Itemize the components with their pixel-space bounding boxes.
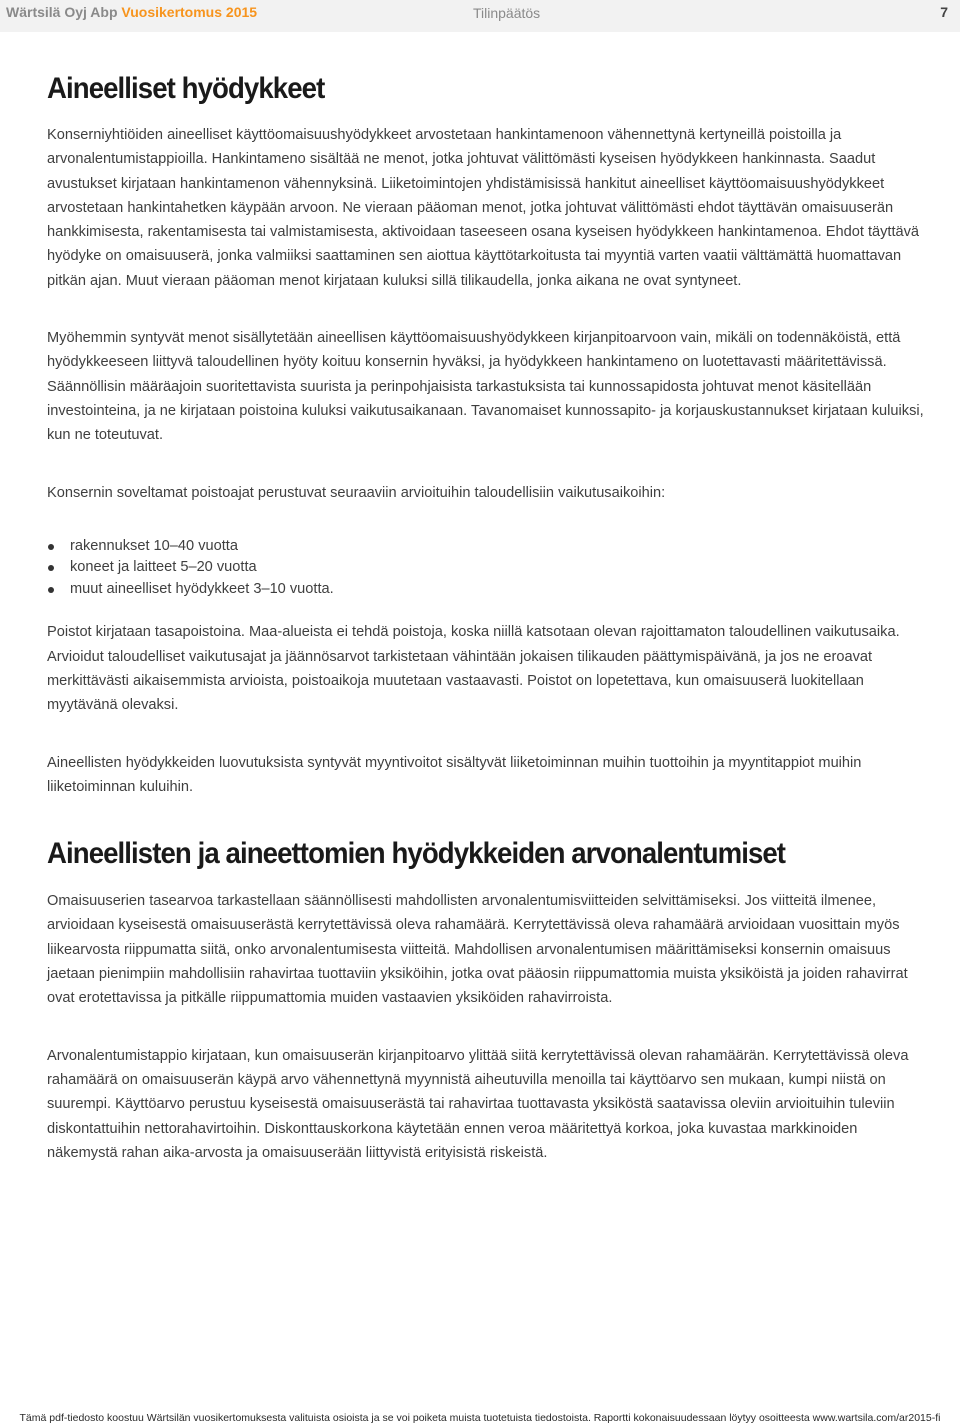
list-item: muut aineelliset hyödykkeet 3–10 vuotta. xyxy=(47,579,927,601)
main-content xyxy=(47,68,927,1165)
paragraph: Konserniyhtiöiden aineelliset käyttöomaisuushyödykkeet arvostetaan hankintamenoon vähennettynä kertyneillä poistoilla ja arvonalentumistappioilla. Hankintameno sisältää ne menot, jotka johtuvat välittömästi kyseisen hyödykkeen hankinnasta. Saadut avustukset kirjataan hankintamenon vähennyksinä. Liiketoimintojen yhdistämisissä hankitut aineelliset käyttöomaisuushyödykkeet arvostetaan hankintahetken käypään arvoon. Ne vieraan pääoman menot, jotka johtuvat välittömästi ehdot täyttävän omaisuuserän hankkimisesta, rakentamisesta tai valmistamisesta, aktivoidaan taseeseen osana kyseisen hyödykkeen hankintamenoa. Ehdot täyttävä hyödyke on omaisuuserä, jonka valmiiksi saattaminen sen aiottua käyttötarkoitusta tai myyntiä varten vaatii välttämättä huomattavan pitkän ajan. Muut vieraan pääoman menot kirjataan kuluksi sillä tilikaudella, jonka aikana ne ovat syntyneet. xyxy=(47,127,920,289)
page-number: 7 xyxy=(940,4,948,20)
paragraph: Konsernin soveltamat poistoajat perustuvat seuraaviin arvioituihin taloudellisiin vaikutusaikoihin: xyxy=(47,484,666,501)
paragraph: Omaisuuserien tasearvoa tarkastellaan säännöllisesti mahdollisten arvonalentumisviitteiden selvittämiseksi. Jos viitteitä ilmenee, arvioidaan kyseisestä omaisuuserästä kerrytettävissä oleva rahamäärä. Kerrytettävissä oleva rahamäärä arvioidaan vuosittain myös liikearvosta riippumatta siitä, onko arvonalentumisesta viitteitä. Mahdollisen arvonalentumisen määrittämiseksi konsernin omaisuus jaetaan pienimpiin mahdollisiin rahavirtaa tuottaviin yksiköihin, jotka ovat pääosin riippumattomia muista yksiköistä ja joiden rahavirrat ovat erotettavissa ja pitkälle riippumattomia muiden vastaavien yksiköiden rahavirroista. xyxy=(47,893,908,1007)
section-name: Tilinpäätös xyxy=(473,5,541,21)
page-header xyxy=(0,0,960,32)
page-footer: Tämä pdf-tiedosto koostuu Wärtsilän vuosikertomuksesta valituista osioista ja se voi poiketa muista tuotetuista tiedostoista. Raportti kokonaisuudessaan löytyy osoitteesta www.wartsila.com/ar2015-fi xyxy=(19,1412,941,1424)
paragraph: Arvonalentumistappio kirjataan, kun omaisuuserän kirjanpitoarvo ylittää siitä kerrytettävissä olevan rahamäärän. Kerrytettävissä oleva rahamäärä on omaisuuserän käypä arvo vähennettynä myynnistä aiheutuvilla menoilla tai käyttöarvo sen mukaan, kumpi niistä on suurempi. Käyttöarvo perustuu kyseisestä omaisuuserästä tai rahavirtaa tuottavasta yksiköstä saatavissa oleviin arvioituihin tuleviin diskontattuihin nettorahavirtoihin. Diskonttauskorkona käytetään ennen veroa määritettyä korkoa, joka kuvastaa markkinoiden näkemystä rahan aika-arvosta ja omaisuuserään liittyvistä erityisistä riskeistä. xyxy=(47,1047,909,1161)
report-name: Vuosikertomus 2015 xyxy=(121,4,258,20)
section-title-tangible-assets: Aineelliset hyödykkeet xyxy=(47,72,325,105)
section-title-impairments: Aineellisten ja aineettomien hyödykkeiden arvonalentumiset xyxy=(47,837,786,871)
depreciation-periods-list xyxy=(47,536,927,601)
paragraph: Aineellisten hyödykkeiden luovutuksista syntyvät myyntivoitot sisältyvät liiketoiminnan muihin tuottoihin ja myyntitappiot muihin liiketoiminnan kuluihin. xyxy=(47,754,862,795)
header-title xyxy=(6,4,257,20)
paragraph: Myöhemmin syntyvät menot sisällytetään aineellisen käyttöomaisuushyödykkeen kirjanpitoarvoon vain, mikäli on todennäköistä, että hyödykkeeseen liittyvä taloudellinen hyöty koituu konsernin hyväksi, ja hyödykkeen hankintameno on luotettavasti määritettävissä. Säännöllisin määräajoin suoritettavista suurista ja perinpohjaisista tarkastuksista tai kunnossapidosta johtuvat menot käsitellään investointeina, ja ne kirjataan poistoina kuluksi vaikutusaikanaan. Tavanomaiset kunnossapito- ja korjauskustannukset kirjataan kuluiksi, kun ne toteutuvat. xyxy=(47,330,924,444)
list-item: koneet ja laitteet 5–20 vuotta xyxy=(47,557,927,579)
company-name: Wärtsilä Oyj Abp xyxy=(6,4,118,20)
list-item: rakennukset 10–40 vuotta xyxy=(47,536,927,558)
paragraph: Poistot kirjataan tasapoistoina. Maa-alueista ei tehdä poistoja, koska niillä katsotaan olevan rajoittamaton taloudellinen vaikutusaika. Arvioidut taloudelliset vaikutusajat ja jäännösarvot tarkistetaan vähintään jokaisen tilikauden päättymispäivänä, ja jos ne eroavat merkittävästi aikaisemmista arvioista, poistoaikoja muutetaan vastaavasti. Poistot on lopetettava, kun omaisuuserä luokitellaan myytävänä olevaksi. xyxy=(47,624,900,714)
